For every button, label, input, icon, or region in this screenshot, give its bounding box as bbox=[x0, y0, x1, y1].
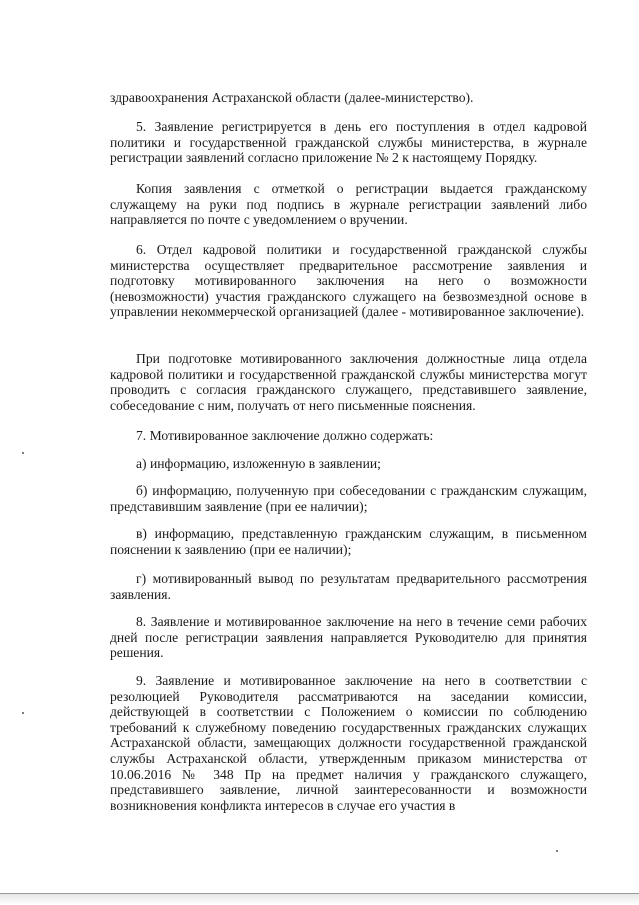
paragraph-item-7v: в) информацию, представленную гражданским служащим, в письменном пояснении к заявлению (при ее наличии); bbox=[110, 526, 587, 557]
paragraph-continuation: здравоохранения Астраханской области (далее-министерство). bbox=[110, 90, 474, 105]
paragraph-item-9: 9. Заявление и мотивированное заключение на него в соответствии с резолюцией Руководителя рассматриваются на заседании комиссии, действующей в соответствии с Положением о комиссии по соблюдению требований к служебному поведению государственных гражданских служащих Астраханской области, замещающих должности государственной гражданской службы Астраханской области, утвержденным приказом министерства от 10.06.2016 № 348 Пр на предмет наличия у гражданского служащего, представившего заявление, личной заинтересованности и возможности возникновения конфликта интересов в случае его участия в bbox=[110, 673, 587, 813]
scan-speck bbox=[22, 712, 24, 714]
paragraph-item-8: 8. Заявление и мотивированное заключение на него в течение семи рабочих дней после регистрации заявления направляется Руководителю для принятия решения. bbox=[110, 614, 587, 661]
paragraph-item-7a: а) информацию, изложенную в заявлении; bbox=[136, 456, 381, 471]
scan-speck bbox=[556, 850, 558, 852]
paragraph-copy-registration: Копия заявления с отметкой о регистрации выдается гражданскому служащему на руки под подпись в журнале регистрации заявлений либо направляется по почте с уведомлением о вручении. bbox=[110, 181, 587, 228]
scan-bottom-shadow bbox=[0, 894, 639, 905]
paragraph-item-7: 7. Мотивированное заключение должно содержать: bbox=[136, 428, 434, 443]
paragraph-interview: При подготовке мотивированного заключения должностные лица отдела кадровой политики и государственной гражданской службы министерства могут проводить с согласия гражданского служащего, представившего заявление, собеседование с ним, получать от него письменные пояснения. bbox=[110, 351, 587, 413]
scan-speck bbox=[22, 452, 24, 454]
paragraph-item-7b: б) информацию, полученную при собеседовании с гражданским служащим, представившим заявление (при ее наличии); bbox=[110, 483, 587, 514]
paragraph-item-6: 6. Отдел кадровой политики и государственной гражданской службы министерства осуществляет предварительное рассмотрение заявления и подготовку мотивированного заключения на него о возможности (невозможности) участия гражданского служащего на безвозмездной основе в управлении некоммерческой организацией (далее - мотивированное заключение). bbox=[110, 242, 587, 320]
paragraph-item-5: 5. Заявление регистрируется в день его поступления в отдел кадровой политики и государственной гражданской службы министерства, в журнале регистрации заявлений согласно приложение № 2 к настоящему Порядку. bbox=[110, 119, 587, 166]
paragraph-item-7g: г) мотивированный вывод по результатам предварительного рассмотрения заявления. bbox=[110, 571, 587, 602]
